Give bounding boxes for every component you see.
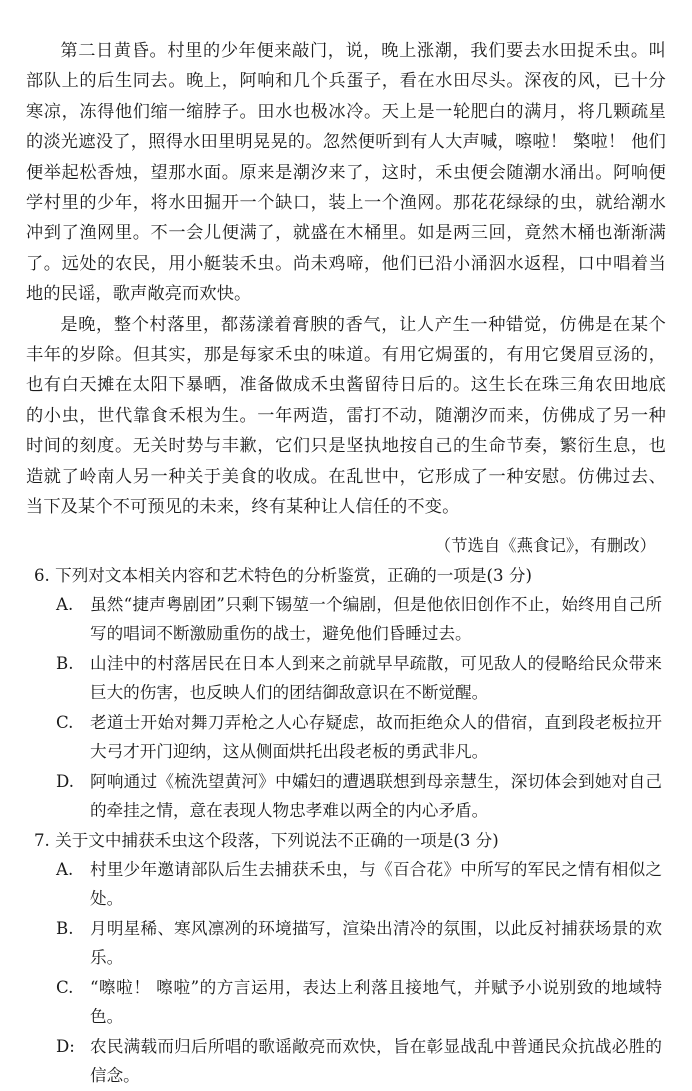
passage-paragraph-2: 是晚，整个村落里，都荡漾着膏腴的香气，让人产生一种错觉，仿佛是在某个丰年的岁除。但其实，那是每家禾虫的味道。有用它焗蛋的，有用它煲眉豆汤的，也有白天摊在太阳下暴晒，准备做成禾虫酱留待日后的。这生长在珠三角农田地底的小虫，世代靠食禾根为生。一年两造，雷打不动，随潮汐而来，仿佛成了另一种时间的刻度。无关时势与丰歉，它们只是坚执地按自己的生命节奏，繁衍生息，也造就了岭南人另一种关于美食的收成。在乱世中，它形成了一种安慰。仿佛过去、当下及某个不可预见的未来，终有某种让人信任的不变。: [26, 314, 666, 518]
option-c: [56, 973, 666, 1032]
option-text: 农民满载而归后所唱的歌谣敞亮而欢快，旨在彰显战乱中普通民众抗战必胜的信念。: [90, 1036, 662, 1085]
option-label: D.: [56, 771, 74, 791]
passage-paragraph-1: 第二日黄昏。村里的少年便来敲门，说，晚上涨潮，我们要去水田捉禾虫。叫部队上的后生同去。晚上，阿响和几个兵蛋子，看在水田尽头。深夜的风，已十分寒凉，冻得他们缩一缩脖子。田水也极冰冷。天上是一轮肥白的满月，将几颗疏星的淡光遮没了，照得水田里明晃晃的。忽然便听到有人大声喊，嚓啦！ 檠啦！ 他们便举起松香烛，望那水面。原来是潮汐来了，这时，禾虫便会随潮水涌出。阿响便学村里的少年，将水田掘开一个缺口，装上一个渔网。那花花绿绿的虫，就给潮水冲到了渔网里。不一会儿便满了，就盛在木桶里。如是两三回，竟然木桶也渐渐满了。远处的农民，用小艇装禾虫。尚未鸡啼，他们已沿小涌泅水返程，口中唱着当地的民谣，歌声敞亮而欢快。: [26, 41, 666, 305]
option-b: [56, 649, 666, 708]
option-text: 虽然“捷声粤剧团”只剩下锡堃一个编剧，但是他依旧创作不止，始终用自己所写的唱词不断激励重伤的战士，避免他们昏睡过去。: [90, 594, 662, 643]
passage: [26, 36, 666, 561]
option-text: 村里少年邀请部队后生去捕获禾虫，与《百合花》中所写的军民之情有相似之处。: [90, 859, 662, 908]
option-d: [56, 767, 666, 826]
option-a: [56, 590, 666, 649]
option-label: D:: [56, 1036, 75, 1056]
passage-source: （节选自《燕食记》，有删改）: [434, 535, 656, 555]
option-label: C.: [56, 712, 74, 732]
option-c: [56, 708, 666, 767]
option-label: A.: [56, 859, 74, 879]
question-7: [26, 826, 666, 1091]
option-a: [56, 855, 666, 914]
question-6: [26, 561, 666, 826]
option-text: 月明星稀、寒风凛冽的环境描写，渲染出清冷的氛围，以此反衬捕获场景的欢乐。: [90, 918, 662, 967]
option-text: “嚓啦！ 嚓啦”的方言运用，表达上利落且接地气，并赋予小说别致的地域特色。: [90, 977, 662, 1026]
option-label: A.: [56, 594, 74, 614]
option-text: 山洼中的村落居民在日本人到来之前就早早疏散，可见敌人的侵略给民众带来巨大的伤害，也反映人们的团结御敌意识在不断觉醒。: [90, 653, 662, 702]
option-text: 老道士开始对舞刀弄枪之人心存疑虑，故而拒绝众人的借宿，直到段老板拉开大弓才开门迎纳，这从侧面烘托出段老板的勇武非凡。: [90, 712, 662, 761]
question-stem: 7. 关于文中捕获禾虫这个段落，下列说法不正确的一项是(3 分): [34, 830, 499, 850]
option-label: B.: [56, 918, 74, 938]
option-b: [56, 914, 666, 973]
option-d: [56, 1032, 666, 1091]
question-stem: 6. 下列对文本相关内容和艺术特色的分析鉴赏，正确的一项是(3 分): [34, 565, 532, 585]
option-text: 阿响通过《梳洗望黄河》中孀妇的遭遇联想到母亲慧生，深切体会到她对自己的牵挂之情，意在表现人物忠孝难以两全的内心矛盾。: [90, 771, 662, 820]
option-label: B.: [56, 653, 74, 673]
option-label: C.: [56, 977, 74, 997]
